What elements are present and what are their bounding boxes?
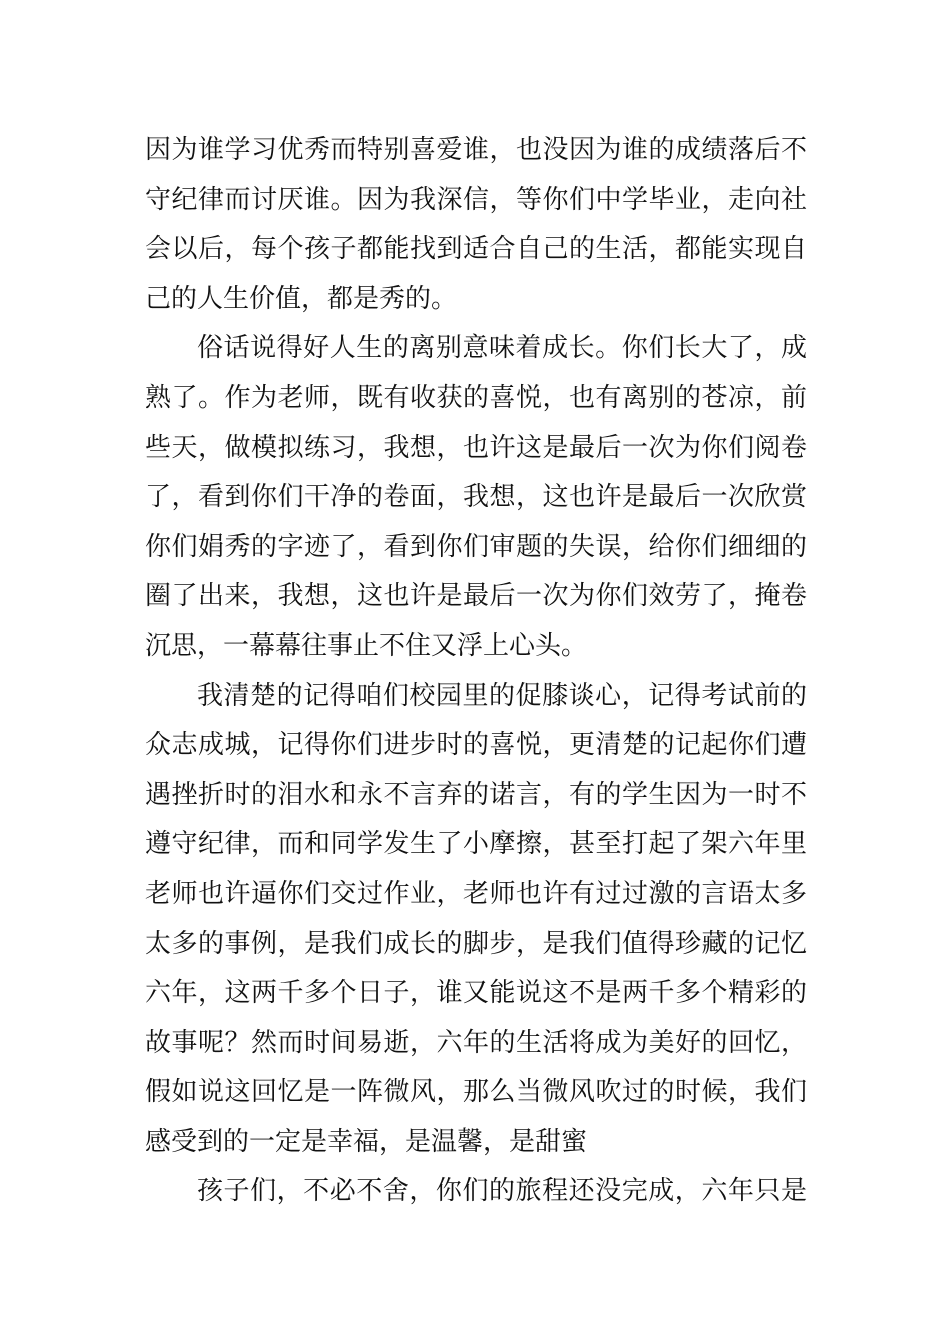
- text-line: 些天，做模拟练习，我想，也许这是最后一次为你们阅卷: [145, 432, 807, 463]
- paragraph-3: [145, 672, 807, 1168]
- text-line: 太多的事例，是我们成长的脚步，是我们值得珍藏的记忆: [145, 928, 807, 959]
- text-line: 众志成城，记得你们进步时的喜悦，更清楚的记起你们遭: [145, 730, 807, 761]
- text-line: 故事呢？然而时间易逝，六年的生活将成为美好的回忆，: [145, 1027, 807, 1058]
- text-line: 了，看到你们干净的卷面，我想，这也许是最后一次欣赏: [145, 482, 807, 513]
- text-line: 因为谁学习优秀而特别喜爱谁，也没因为谁的成绩落后不: [145, 135, 807, 165]
- text-line: 孩子们，不必不舍，你们的旅程还没完成，六年只是: [197, 1176, 807, 1207]
- text-line: 遵守纪律，而和同学发生了小摩擦，甚至打起了架六年里: [145, 829, 807, 860]
- text-line: 己的人生价值，都是秀的。: [145, 283, 458, 314]
- text-line: 感受到的一定是幸福，是温馨，是甜蜜: [145, 1126, 588, 1157]
- text-line: 遇挫折时的泪水和永不言弃的诺言，有的学生因为一时不: [145, 779, 807, 810]
- text-line: 圈了出来，我想，这也许是最后一次为你们效劳了，掩卷: [145, 581, 807, 612]
- text-line: 假如说这回忆是一阵微风，那么当微风吹过的时候，我们: [145, 1077, 807, 1108]
- paragraph-2: [145, 324, 807, 671]
- text-line: 熟了。作为老师，既有收获的喜悦，也有离别的苍凉，前: [145, 382, 807, 413]
- text-line: 你们娟秀的字迹了，看到你们审题的失误，给你们细细的: [145, 531, 807, 562]
- paragraph-4: [145, 1167, 807, 1217]
- paragraph-1: [145, 126, 807, 324]
- text-line: 俗话说得好人生的离别意味着成长。你们长大了，成: [197, 333, 807, 364]
- text-line: 沉思，一幕幕往事止不住又浮上心头。: [145, 630, 588, 661]
- text-line: 老师也许逼你们交过作业，老师也许有过过激的言语太多: [145, 878, 807, 909]
- text-line: 守纪律而讨厌谁。因为我深信，等你们中学毕业，走向社: [145, 184, 807, 215]
- text-line: 六年，这两千多个日子，谁又能说这不是两千多个精彩的: [145, 978, 807, 1009]
- text-line: 会以后，每个孩子都能找到适合自己的生活，都能实现自: [145, 234, 807, 265]
- text-line: 我清楚的记得咱们校园里的促膝谈心，记得考试前的: [197, 680, 807, 711]
- document-body: [145, 126, 807, 1217]
